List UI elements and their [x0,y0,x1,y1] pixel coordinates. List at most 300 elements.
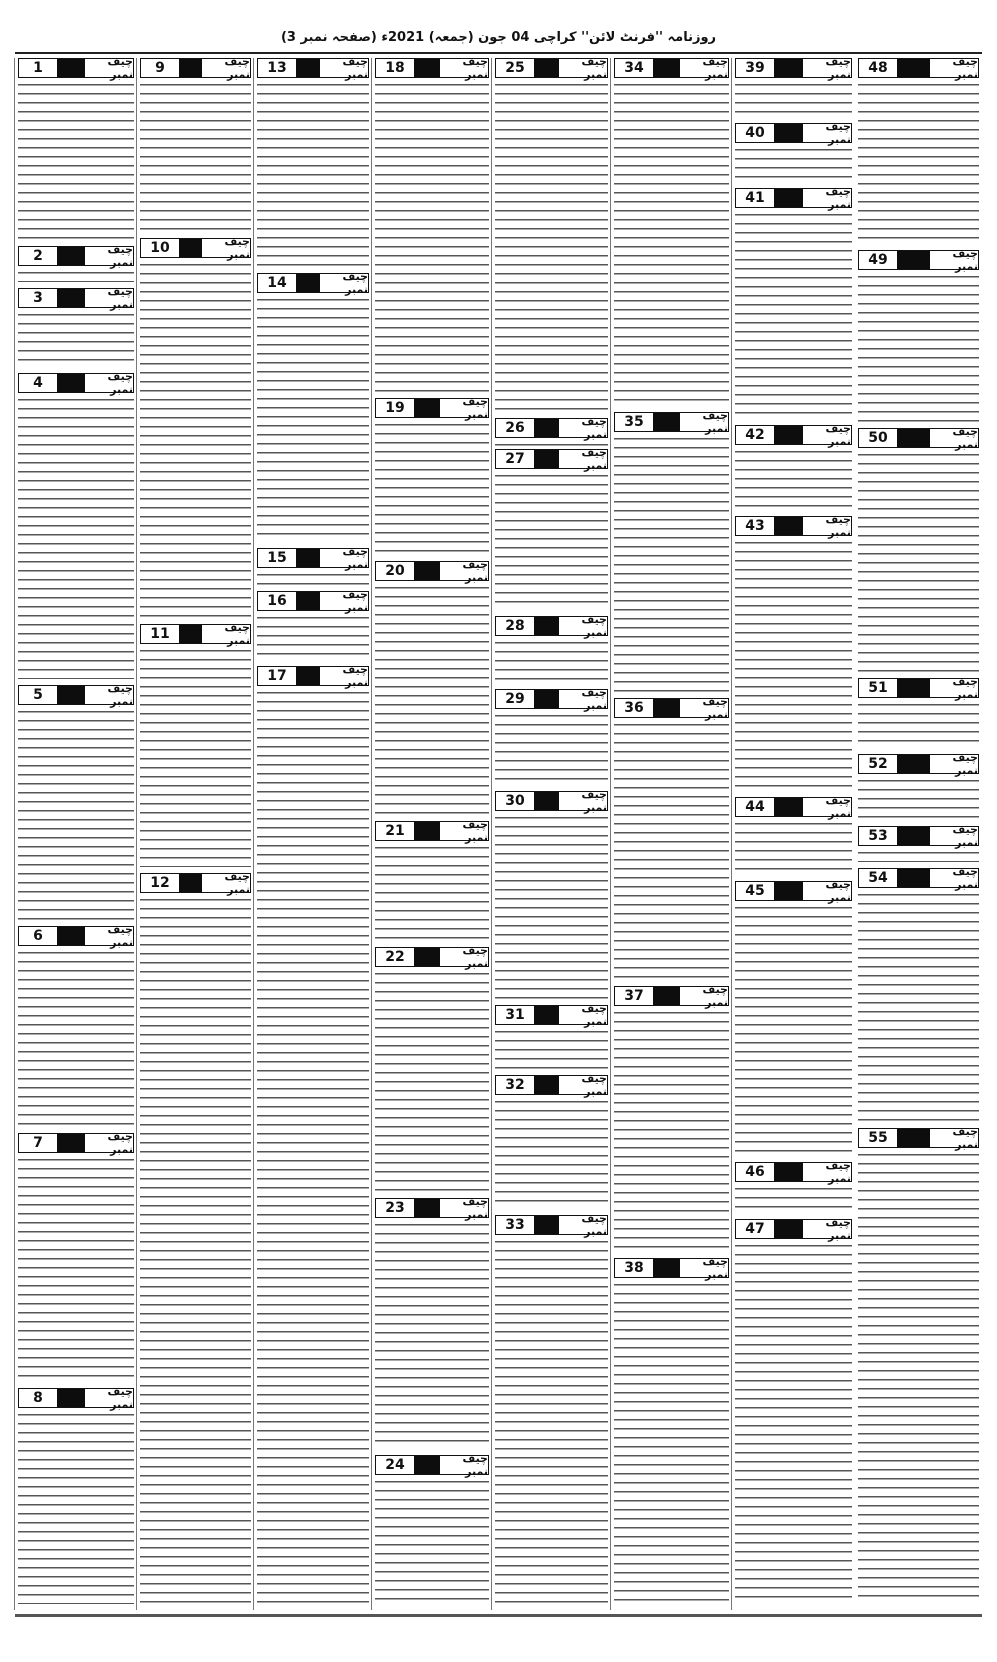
redaction-bar [296,592,320,610]
article-15 [257,548,369,585]
article-number: 23 [376,1199,414,1217]
column-3 [254,58,372,1610]
article-36 [614,698,729,980]
article-number: 19 [376,399,414,417]
article-header [735,58,852,81]
article-body-text [495,712,608,785]
article-body-text [18,81,134,240]
article-header [495,689,608,712]
article-header [735,1162,852,1185]
article-header [858,1128,979,1151]
article-header [495,58,608,81]
column-4 [372,58,492,1610]
index-label: چیف نمبر [930,429,978,447]
article-header [735,881,852,904]
redaction-bar [534,59,559,77]
redaction-bar [534,1216,559,1234]
article-number: 14 [258,274,296,292]
article-header [614,58,729,81]
redaction-bar [296,274,320,292]
redaction-bar [414,562,440,580]
article-53 [858,826,979,862]
article-header [495,449,608,472]
index-label: چیف نمبر [559,419,607,437]
article-37 [614,986,729,1252]
index-label: چیف نمبر [803,882,851,900]
redaction-bar [653,699,680,717]
article-body-text [140,261,251,618]
article-number: 38 [615,1259,653,1277]
article-49 [858,250,979,422]
article-body-text [257,614,369,660]
index-label: چیف نمبر [930,251,978,269]
article-number: 13 [258,59,296,77]
index-label: چیف نمبر [803,517,851,535]
article-body-text [614,1009,729,1252]
article-header [495,1075,608,1098]
article-header [735,1219,852,1242]
article-44 [735,797,852,875]
article-header [375,1455,489,1478]
article-number: 32 [496,1076,534,1094]
article-number: 34 [615,59,653,77]
article-body-text [735,1242,852,1604]
article-header [18,58,134,81]
article-header [140,238,251,261]
article-body-text [375,1478,489,1604]
index-label: چیف نمبر [85,374,133,392]
article-43 [735,516,852,791]
index-label: چیف نمبر [930,59,978,77]
redaction-bar [774,1163,803,1181]
column-divider [253,58,254,1610]
article-number: 28 [496,617,534,635]
article-26 [495,418,608,448]
article-number: 1 [19,59,57,77]
redaction-bar [774,517,803,535]
redaction-bar [57,374,85,392]
article-body-text [495,1238,608,1604]
article-header [735,123,852,146]
article-32 [495,1075,608,1209]
index-label: چیف نمبر [440,59,488,77]
article-header [18,288,134,311]
column-2 [137,58,254,1610]
index-label: چیف نمبر [803,1220,851,1238]
article-number: 3 [19,289,57,307]
index-label: چیف نمبر [930,827,978,845]
redaction-bar [774,1220,803,1238]
index-label: چیف نمبر [440,1456,488,1474]
article-body-text [140,81,251,232]
article-22 [375,947,489,1192]
index-label: چیف نمبر [680,59,728,77]
article-header [495,418,608,441]
article-number: 8 [19,1389,57,1407]
redaction-bar [57,927,85,945]
article-body-text [735,81,852,117]
article-9 [140,58,251,232]
article-header [140,873,251,896]
article-body-text [18,396,134,679]
article-number: 17 [258,667,296,685]
article-33 [495,1215,608,1604]
index-label: چیف نمبر [320,592,368,610]
redaction-bar [414,1456,440,1474]
redaction-bar [57,289,85,307]
article-header [495,791,608,814]
article-header [257,58,369,81]
redaction-bar [774,798,803,816]
article-header [375,821,489,844]
index-label: چیف نمبر [930,1129,978,1147]
article-16 [257,591,369,660]
article-header [375,58,489,81]
article-17 [257,666,369,1604]
article-12 [140,873,251,1604]
article-52 [858,754,979,820]
column-divider [610,58,611,1610]
redaction-bar [57,59,85,77]
article-29 [495,689,608,785]
article-body-text [375,421,489,555]
redaction-bar [534,792,559,810]
index-label: چیف نمبر [85,247,133,265]
article-body-text [495,81,608,412]
article-body-text [18,311,134,367]
redaction-bar [897,869,930,887]
article-46 [735,1162,852,1213]
article-14 [257,273,369,542]
article-number: 39 [736,59,774,77]
article-21 [375,821,489,941]
column-divider [371,58,372,1610]
article-body-text [735,211,852,419]
index-label: چیف نمبر [803,1163,851,1181]
article-34 [614,58,729,406]
article-body-text [18,1156,134,1382]
article-header [858,754,979,777]
article-30 [495,791,608,999]
redaction-bar [534,419,559,437]
article-header [614,986,729,1009]
redaction-bar [897,1129,930,1147]
article-body-text [735,820,852,875]
article-number: 54 [859,869,897,887]
index-label: چیف نمبر [559,450,607,468]
article-body-text [140,896,251,1604]
article-number: 44 [736,798,774,816]
columns-area [15,58,982,1610]
article-body-text [735,904,852,1156]
index-label: چیف نمبر [559,690,607,708]
article-body-text [375,1221,489,1449]
article-27 [495,449,608,610]
article-number: 25 [496,59,534,77]
index-label: چیف نمبر [930,679,978,697]
column-divider [731,58,732,1610]
article-number: 41 [736,189,774,207]
column-6 [611,58,732,1610]
redaction-bar [534,690,559,708]
index-label: چیف نمبر [680,413,728,431]
article-51 [858,678,979,748]
article-2 [18,246,134,282]
index-label: چیف نمبر [85,927,133,945]
article-50 [858,428,979,672]
redaction-bar [534,450,559,468]
redaction-bar [296,667,320,685]
index-label: چیف نمبر [930,869,978,887]
article-body-text [735,539,852,791]
article-header [257,548,369,571]
article-header [495,616,608,639]
article-header [257,273,369,296]
index-label: چیف نمبر [930,755,978,773]
article-body-text [495,1098,608,1209]
redaction-bar [897,755,930,773]
article-body-text [257,689,369,1604]
article-body-text [495,814,608,999]
index-label: چیف نمبر [320,667,368,685]
article-header [18,1133,134,1156]
top-rule [15,52,982,54]
article-11 [140,624,251,867]
article-header [375,398,489,421]
article-4 [18,373,134,679]
article-body-text [735,448,852,510]
index-label: چیف نمبر [202,625,250,643]
article-header [735,516,852,539]
article-number: 24 [376,1456,414,1474]
article-number: 55 [859,1129,897,1147]
article-35 [614,412,729,692]
article-header [614,698,729,721]
article-body-text [18,269,134,282]
redaction-bar [774,882,803,900]
article-54 [858,868,979,1122]
bottom-rule [15,1614,982,1617]
article-number: 22 [376,948,414,966]
index-label: چیف نمبر [85,686,133,704]
article-number: 20 [376,562,414,580]
redaction-bar [897,251,930,269]
article-body-text [858,273,979,422]
redaction-bar [179,625,202,643]
article-body-text [495,639,608,683]
redaction-bar [897,827,930,845]
article-number: 40 [736,124,774,142]
article-40 [735,123,852,182]
article-41 [735,188,852,419]
index-label: چیف نمبر [85,1389,133,1407]
article-28 [495,616,608,683]
column-1 [15,58,137,1610]
article-header [735,797,852,820]
article-7 [18,1133,134,1382]
article-body-text [495,472,608,610]
index-label: چیف نمبر [803,189,851,207]
article-header [614,1258,729,1281]
article-body-text [375,584,489,815]
article-body-text [858,891,979,1122]
article-25 [495,58,608,412]
index-label: چیف نمبر [680,699,728,717]
article-48 [858,58,979,244]
article-45 [735,881,852,1156]
index-label: چیف نمبر [803,426,851,444]
index-label: چیف نمبر [440,1199,488,1217]
article-number: 7 [19,1134,57,1152]
article-number: 30 [496,792,534,810]
index-label: چیف نمبر [559,1006,607,1024]
article-body-text [858,849,979,862]
article-body-text [18,949,134,1127]
article-3 [18,288,134,367]
redaction-bar [57,1134,85,1152]
article-header [375,947,489,970]
article-number: 33 [496,1216,534,1234]
index-label: چیف نمبر [202,59,250,77]
article-number: 52 [859,755,897,773]
article-header [858,678,979,701]
article-header [735,188,852,211]
article-18 [375,58,489,392]
article-number: 36 [615,699,653,717]
article-header [257,591,369,614]
index-label: چیف نمبر [202,239,250,257]
article-header [858,868,979,891]
article-number: 46 [736,1163,774,1181]
article-number: 42 [736,426,774,444]
article-number: 18 [376,59,414,77]
redaction-bar [653,413,680,431]
article-header [18,373,134,396]
redaction-bar [534,617,559,635]
index-label: چیف نمبر [680,987,728,1005]
redaction-bar [774,426,803,444]
article-55 [858,1128,979,1604]
redaction-bar [897,429,930,447]
article-body-text [18,1411,134,1604]
article-header [140,58,251,81]
article-number: 15 [258,549,296,567]
article-body-text [375,844,489,941]
redaction-bar [534,1006,559,1024]
article-13 [257,58,369,267]
redaction-bar [414,59,440,77]
index-label: چیف نمبر [440,562,488,580]
redaction-bar [653,59,680,77]
article-47 [735,1219,852,1604]
index-label: چیف نمبر [803,124,851,142]
redaction-bar [179,59,202,77]
article-header [18,246,134,269]
article-number: 27 [496,450,534,468]
article-header [18,685,134,708]
article-number: 10 [141,239,179,257]
article-body-text [614,435,729,692]
redaction-bar [296,549,320,567]
article-header [735,425,852,448]
article-header [858,826,979,849]
article-number: 11 [141,625,179,643]
column-5 [492,58,611,1610]
redaction-bar [653,1259,680,1277]
index-label: چیف نمبر [320,549,368,567]
article-header [614,412,729,435]
article-header [858,58,979,81]
article-body-text [614,1281,729,1604]
article-10 [140,238,251,618]
article-42 [735,425,852,510]
index-label: چیف نمبر [559,1076,607,1094]
redaction-bar [774,59,803,77]
redaction-bar [774,189,803,207]
article-body-text [858,1151,979,1604]
article-23 [375,1198,489,1449]
index-label: چیف نمبر [440,399,488,417]
article-number: 12 [141,874,179,892]
index-label: چیف نمبر [803,798,851,816]
article-body-text [257,571,369,585]
article-header [495,1005,608,1028]
article-number: 5 [19,686,57,704]
article-body-text [375,970,489,1192]
redaction-bar [414,1199,440,1217]
article-header [18,926,134,949]
article-8 [18,1388,134,1604]
article-number: 51 [859,679,897,697]
article-body-text [375,81,489,392]
redaction-bar [57,686,85,704]
index-label: چیف نمبر [559,59,607,77]
article-31 [495,1005,608,1069]
article-header [375,1198,489,1221]
column-8 [855,58,982,1610]
article-number: 47 [736,1220,774,1238]
article-header [140,624,251,647]
redaction-bar [414,948,440,966]
article-body-text [495,1028,608,1069]
article-number: 21 [376,822,414,840]
article-number: 49 [859,251,897,269]
article-number: 26 [496,419,534,437]
article-header [858,250,979,273]
index-label: چیف نمبر [680,1259,728,1277]
index-label: چیف نمبر [85,1134,133,1152]
index-label: چیف نمبر [803,59,851,77]
article-body-text [18,708,134,920]
redaction-bar [57,247,85,265]
article-body-text [614,81,729,406]
index-label: چیف نمبر [440,948,488,966]
index-label: چیف نمبر [85,289,133,307]
article-20 [375,561,489,815]
article-number: 37 [615,987,653,1005]
index-label: چیف نمبر [559,617,607,635]
column-divider [491,58,492,1610]
article-header [257,666,369,689]
redaction-bar [774,124,803,142]
index-label: چیف نمبر [320,274,368,292]
article-number: 48 [859,59,897,77]
article-body-text [140,647,251,867]
article-body-text [735,146,852,182]
redaction-bar [414,399,440,417]
redaction-bar [296,59,320,77]
article-5 [18,685,134,920]
